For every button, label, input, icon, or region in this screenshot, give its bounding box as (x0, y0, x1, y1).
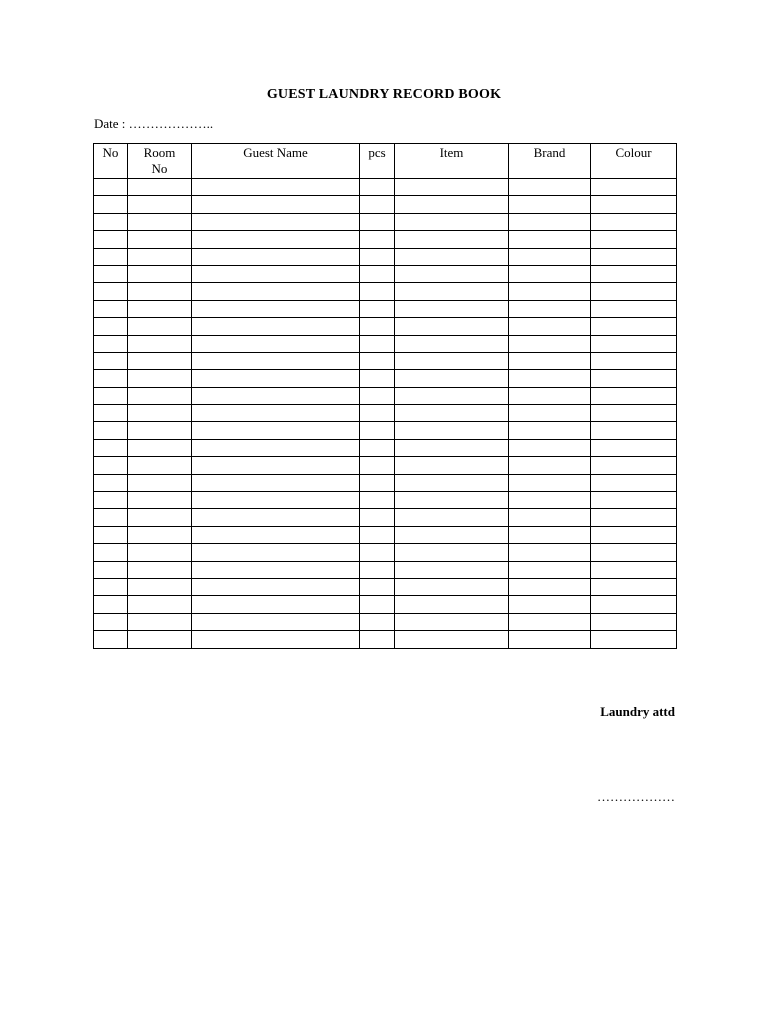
table-row (94, 578, 677, 595)
table-cell (94, 561, 128, 578)
table-cell (509, 335, 591, 352)
table-cell (192, 439, 360, 456)
table-cell (94, 352, 128, 369)
table-cell (192, 492, 360, 509)
table-cell (395, 300, 509, 317)
table-cell (192, 318, 360, 335)
table-cell (395, 248, 509, 265)
table-cell (360, 248, 395, 265)
table-row (94, 526, 677, 543)
table-row (94, 405, 677, 422)
table-cell (192, 283, 360, 300)
table-cell (360, 335, 395, 352)
table-cell (360, 631, 395, 648)
table-cell (128, 405, 192, 422)
table-cell (360, 196, 395, 213)
table-cell (192, 544, 360, 561)
table-cell (509, 422, 591, 439)
header-brand: Brand (509, 144, 591, 179)
table-row (94, 283, 677, 300)
table-cell (192, 405, 360, 422)
table-cell (128, 631, 192, 648)
table-cell (128, 422, 192, 439)
table-cell (509, 561, 591, 578)
table-cell (192, 474, 360, 491)
table-cell (192, 370, 360, 387)
table-row (94, 422, 677, 439)
table-cell (360, 387, 395, 404)
table-cell (509, 439, 591, 456)
table-cell (192, 631, 360, 648)
table-cell (509, 179, 591, 196)
table-cell (591, 231, 677, 248)
laundry-record-table (93, 143, 677, 649)
table-cell (509, 509, 591, 526)
table-cell (128, 457, 192, 474)
table-cell (128, 300, 192, 317)
table-cell (128, 335, 192, 352)
table-cell (591, 300, 677, 317)
table-cell (591, 405, 677, 422)
table-cell (128, 613, 192, 630)
table-cell (395, 457, 509, 474)
table-cell (591, 335, 677, 352)
table-cell (395, 613, 509, 630)
table-cell (360, 492, 395, 509)
table-cell (360, 318, 395, 335)
table-cell (94, 613, 128, 630)
table-cell (94, 231, 128, 248)
table-cell (509, 526, 591, 543)
table-cell (509, 492, 591, 509)
table-row (94, 509, 677, 526)
table-cell (192, 300, 360, 317)
table-row (94, 335, 677, 352)
table-cell (395, 509, 509, 526)
table-row (94, 631, 677, 648)
header-no: No (94, 144, 128, 179)
table-cell (192, 422, 360, 439)
table-cell (509, 631, 591, 648)
table-cell (395, 179, 509, 196)
table-cell (94, 439, 128, 456)
table-cell (591, 492, 677, 509)
table-cell (360, 457, 395, 474)
table-cell (509, 231, 591, 248)
table-cell (192, 509, 360, 526)
table-cell (509, 613, 591, 630)
table-row (94, 213, 677, 230)
table-cell (591, 457, 677, 474)
table-header-row (94, 144, 677, 179)
table-cell (128, 509, 192, 526)
table-cell (94, 196, 128, 213)
header-item: Item (395, 144, 509, 179)
signature-label: Laundry attd (600, 704, 675, 719)
table-row (94, 439, 677, 456)
table-cell (128, 474, 192, 491)
table-cell (192, 352, 360, 369)
table-cell (360, 352, 395, 369)
date-line: Date : ……………….. (94, 116, 214, 131)
table-cell (94, 179, 128, 196)
table-cell (94, 422, 128, 439)
table-cell (591, 596, 677, 613)
table-cell (94, 283, 128, 300)
table-cell (509, 474, 591, 491)
table-cell (509, 578, 591, 595)
table-cell (591, 213, 677, 230)
table-row (94, 387, 677, 404)
table-cell (591, 422, 677, 439)
table-cell (192, 561, 360, 578)
table-cell (360, 370, 395, 387)
table-cell (192, 248, 360, 265)
table-cell (509, 265, 591, 282)
table-cell (395, 370, 509, 387)
table-row (94, 596, 677, 613)
table-cell (192, 387, 360, 404)
table-cell (591, 578, 677, 595)
table-cell (591, 613, 677, 630)
table-row (94, 544, 677, 561)
table-row (94, 318, 677, 335)
table-cell (591, 352, 677, 369)
table-cell (94, 300, 128, 317)
table-cell (128, 544, 192, 561)
table-cell (395, 439, 509, 456)
table-row (94, 265, 677, 282)
table-cell (94, 474, 128, 491)
table-cell (192, 179, 360, 196)
table-cell (395, 196, 509, 213)
table-cell (591, 370, 677, 387)
document-title: GUEST LAUNDRY RECORD BOOK (266, 87, 502, 102)
table-cell (591, 526, 677, 543)
table-cell (591, 196, 677, 213)
table-row (94, 352, 677, 369)
table-cell (94, 387, 128, 404)
table-row (94, 370, 677, 387)
table-cell (509, 213, 591, 230)
table-cell (128, 213, 192, 230)
table-cell (94, 526, 128, 543)
table-cell (591, 509, 677, 526)
table-cell (360, 422, 395, 439)
table-cell (128, 526, 192, 543)
table-cell (192, 457, 360, 474)
table-cell (395, 352, 509, 369)
table-cell (94, 492, 128, 509)
header-room-no (128, 144, 192, 179)
table-cell (360, 613, 395, 630)
table-cell (360, 300, 395, 317)
table-cell (128, 318, 192, 335)
table-cell (360, 509, 395, 526)
table-cell (509, 352, 591, 369)
table-cell (360, 265, 395, 282)
table-cell (360, 439, 395, 456)
table-cell (360, 179, 395, 196)
table-cell (509, 387, 591, 404)
table-cell (192, 578, 360, 595)
table-row (94, 196, 677, 213)
header-guest-name: Guest Name (192, 144, 360, 179)
table-cell (94, 631, 128, 648)
table-cell (94, 578, 128, 595)
table-cell (192, 196, 360, 213)
table-row (94, 613, 677, 630)
table-cell (94, 457, 128, 474)
table-cell (395, 544, 509, 561)
table-cell (128, 439, 192, 456)
table-cell (395, 213, 509, 230)
table-cell (395, 318, 509, 335)
table-cell (395, 561, 509, 578)
table-cell (94, 405, 128, 422)
table-cell (395, 335, 509, 352)
table-cell (94, 265, 128, 282)
table-cell (395, 492, 509, 509)
table-row (94, 492, 677, 509)
table-cell (395, 422, 509, 439)
table-cell (128, 370, 192, 387)
table-row (94, 248, 677, 265)
table-cell (192, 213, 360, 230)
table-cell (94, 370, 128, 387)
table-cell (192, 335, 360, 352)
table-cell (192, 596, 360, 613)
table-cell (395, 387, 509, 404)
table-cell (591, 474, 677, 491)
table-cell (128, 492, 192, 509)
table-cell (360, 283, 395, 300)
table-cell (192, 526, 360, 543)
table-cell (128, 352, 192, 369)
table-cell (509, 196, 591, 213)
header-colour: Colour (591, 144, 677, 179)
table-cell (509, 457, 591, 474)
table-cell (128, 283, 192, 300)
table-cell (591, 439, 677, 456)
table-cell (128, 578, 192, 595)
table-cell (128, 387, 192, 404)
table-cell (128, 231, 192, 248)
table-row (94, 231, 677, 248)
table-cell (192, 613, 360, 630)
table-cell (94, 248, 128, 265)
table-cell (360, 474, 395, 491)
table-cell (509, 370, 591, 387)
table-cell (360, 596, 395, 613)
table-cell (509, 283, 591, 300)
table-cell (128, 196, 192, 213)
table-cell (395, 265, 509, 282)
table-cell (591, 283, 677, 300)
table-row (94, 179, 677, 196)
table-cell (94, 335, 128, 352)
header-pcs: pcs (360, 144, 395, 179)
table-cell (591, 248, 677, 265)
table-cell (94, 509, 128, 526)
table-cell (395, 596, 509, 613)
table-cell (94, 213, 128, 230)
signature-line: ……………… (597, 789, 675, 804)
table-cell (591, 179, 677, 196)
table-row (94, 561, 677, 578)
table-row (94, 300, 677, 317)
table-row (94, 474, 677, 491)
table-cell (395, 405, 509, 422)
table-cell (395, 631, 509, 648)
table-cell (360, 231, 395, 248)
table-cell (591, 265, 677, 282)
table-cell (509, 405, 591, 422)
table-cell (509, 596, 591, 613)
table-cell (509, 300, 591, 317)
table-cell (94, 544, 128, 561)
table-cell (591, 387, 677, 404)
table-cell (509, 318, 591, 335)
table-cell (591, 561, 677, 578)
header-room-no-label: Room No (143, 145, 176, 176)
table-cell (94, 318, 128, 335)
table-row (94, 457, 677, 474)
table-cell (360, 526, 395, 543)
table-cell (192, 265, 360, 282)
table-cell (360, 578, 395, 595)
table-cell (360, 544, 395, 561)
table-cell (128, 248, 192, 265)
table-cell (395, 578, 509, 595)
table-cell (128, 596, 192, 613)
table-cell (509, 248, 591, 265)
table-cell (591, 318, 677, 335)
table-cell (128, 179, 192, 196)
table-cell (360, 561, 395, 578)
table-cell (591, 544, 677, 561)
table-cell (192, 231, 360, 248)
table-cell (509, 544, 591, 561)
table-cell (128, 561, 192, 578)
table-cell (395, 526, 509, 543)
table-cell (395, 231, 509, 248)
table-cell (360, 213, 395, 230)
table-cell (360, 405, 395, 422)
table-cell (591, 631, 677, 648)
table-body (94, 179, 677, 649)
table-cell (128, 265, 192, 282)
table-cell (94, 596, 128, 613)
table-cell (395, 474, 509, 491)
table-cell (395, 283, 509, 300)
